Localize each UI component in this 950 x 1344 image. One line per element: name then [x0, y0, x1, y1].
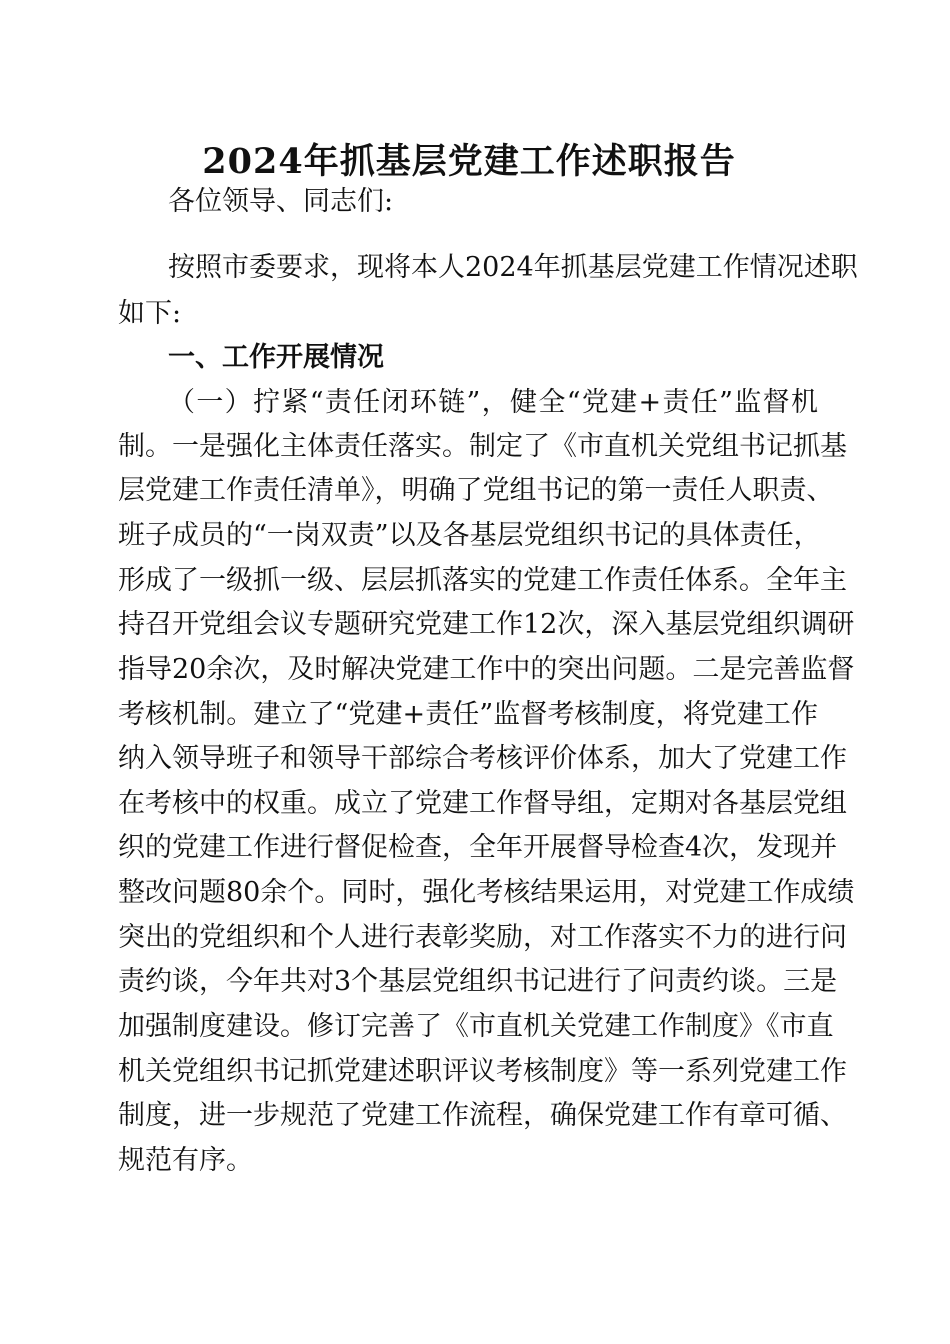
paragraph-line: 指导20余次，及时解决党建工作中的突出问题。二是完善监督	[118, 654, 855, 685]
paragraph-line: 责约谈，今年共对3个基层党组织书记进行了问责约谈。三是	[118, 966, 838, 997]
paragraph-line: 制度，进一步规范了党建工作流程，确保党建工作有章可循、	[118, 1100, 847, 1131]
paragraph-line: 规范有序。	[118, 1145, 253, 1176]
paragraph-line: 加强制度建设。修订完善了《市直机关党建工作制度》《市直	[118, 1011, 834, 1042]
paragraph-line: 整改问题80余个。同时，强化考核结果运用，对党建工作成绩	[118, 877, 855, 908]
section-heading: 一、工作开展情况	[168, 342, 384, 373]
paragraph-line: 持召开党组会议专题研究党建工作12次，深入基层党组织调研	[118, 609, 855, 640]
paragraph-line: 纳入领导班子和领导干部综合考核评价体系，加大了党建工作	[118, 743, 847, 774]
paragraph-line: 机关党组织书记抓党建述职评议考核制度》等一系列党建工作	[118, 1056, 847, 1087]
paragraph-line: 班子成员的“一岗双责”以及各基层党组织书记的具体责任，	[118, 520, 821, 551]
paragraph-line: （一）拧紧“责任闭环链”，健全“党建+责任”监督机	[168, 387, 818, 418]
paragraph-line: 层党建工作责任清单》，明确了党组书记的第一责任人职责、	[118, 475, 834, 506]
intro-line-2: 如下:	[118, 298, 182, 329]
paragraph-line: 突出的党组织和个人进行表彰奖励，对工作落实不力的进行问	[118, 922, 847, 953]
document-title: 2024年抓基层党建工作述职报告	[202, 141, 736, 182]
paragraph-line: 在考核中的权重。成立了党建工作督导组，定期对各基层党组	[118, 788, 847, 819]
paragraph-line: 考核机制。建立了“党建+责任”监督考核制度，将党建工作	[118, 699, 818, 730]
paragraph-line: 制。一是强化主体责任落实。制定了《市直机关党组书记抓基	[118, 431, 847, 462]
paragraph-line: 织的党建工作进行督促检查，全年开展督导检查4次，发现并	[118, 832, 838, 863]
intro-line-1: 按照市委要求，现将本人2024年抓基层党建工作情况述职	[168, 252, 858, 283]
greeting: 各位领导、同志们:	[168, 186, 394, 217]
paragraph-line: 形成了一级抓一级、层层抓落实的党建工作责任体系。全年主	[118, 565, 847, 596]
